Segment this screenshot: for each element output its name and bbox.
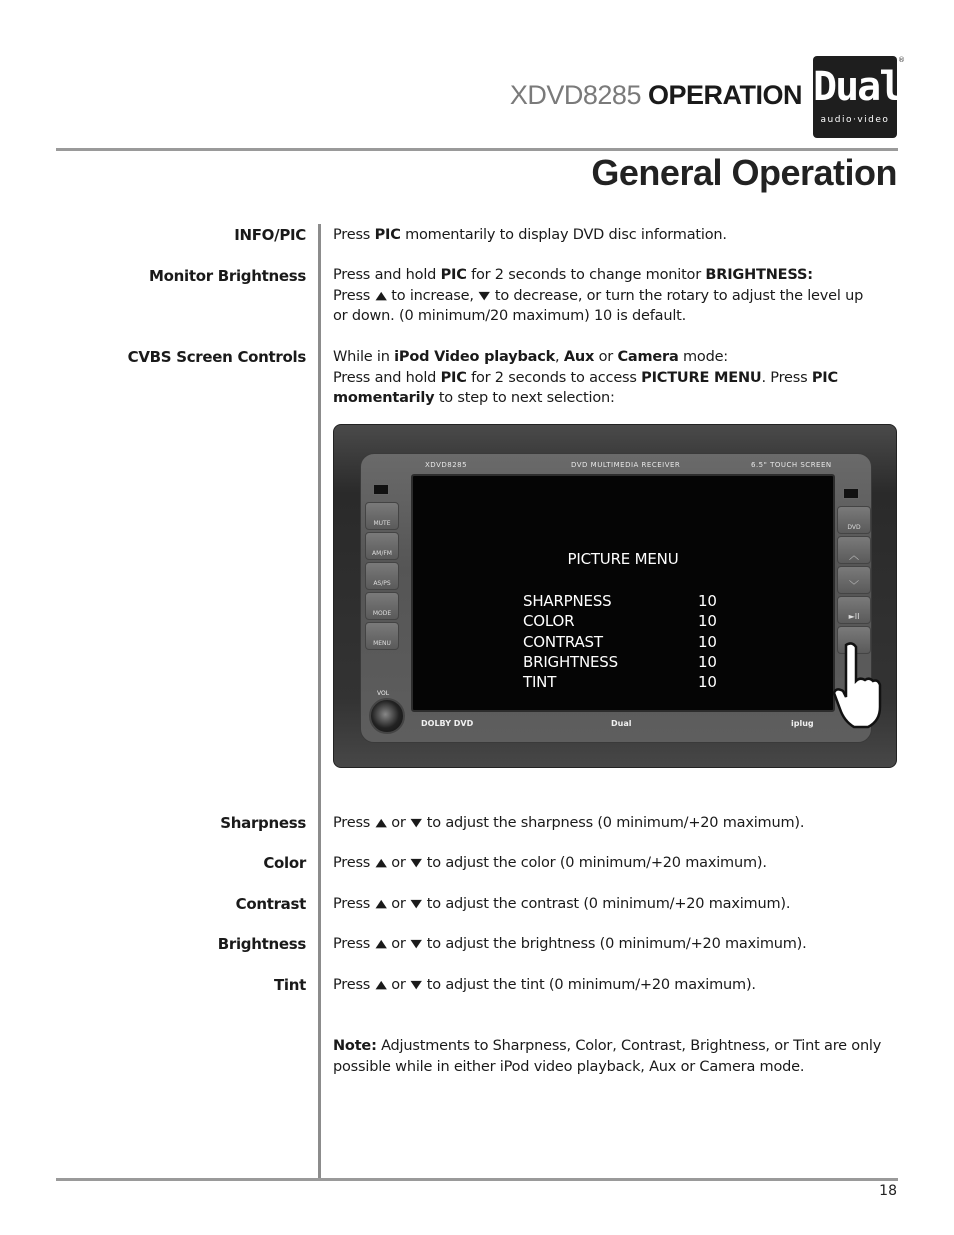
device-center-label: DVD MULTIMEDIA RECEIVER	[571, 461, 681, 469]
down-arrow-icon: ▼	[410, 897, 422, 910]
iplug-logo: iplug	[791, 719, 814, 728]
up-arrow-icon: ▲	[375, 288, 387, 302]
up-arrow-icon: ▲	[375, 978, 387, 991]
menu-row-contrast: CONTRAST 10	[523, 632, 717, 651]
device-screen	[411, 474, 835, 712]
up-arrow-icon: ▲	[375, 897, 387, 910]
contrast-text: Press ▲ or ▼ to adjust the contrast (0 minimum/+20 maximum).	[333, 894, 898, 915]
label-contrast: Contrast	[235, 895, 306, 913]
label-sharpness: Sharpness	[220, 814, 306, 832]
dual-small-logo: Dual	[611, 719, 632, 728]
up-arrow-icon: ▲	[375, 816, 387, 829]
as-ps-button[interactable]: AS/PS	[365, 562, 399, 590]
menu-button[interactable]: MENU	[365, 622, 399, 650]
device-model-label: XDVD8285	[425, 461, 468, 469]
play-pause-icon: ►II	[848, 612, 860, 621]
menu-row-sharpness: SHARPNESS 10	[523, 592, 717, 610]
device-right-label: 6.5" TOUCH SCREEN	[751, 461, 832, 469]
dual-logo	[813, 56, 902, 138]
note-text: Note: Adjustments to Sharpness, Color, Contrast, Brightness, or Tint are only possible while in either iPod video playback, Aux or Camera mode.	[333, 1038, 882, 1075]
label-monitor-brightness: Monitor Brightness	[148, 267, 306, 285]
picture-menu-title: PICTURE MENU	[567, 550, 679, 568]
right-indicator	[843, 488, 859, 499]
dolby-dvd-logo: DOLBY DVD	[421, 719, 474, 728]
color-text: Press ▲ or ▼ to adjust the color (0 minimum/+20 maximum).	[333, 853, 898, 874]
logo-sub-text: audio·video	[820, 115, 890, 125]
device-top-strip	[421, 461, 832, 473]
left-indicator	[373, 484, 389, 495]
device-illustration	[333, 424, 897, 768]
info-pic-text: Press PIC momentarily to display DVD disc information.	[333, 227, 727, 243]
tint-text: Press ▲ or ▼ to adjust the tint (0 minimum/+20 maximum).	[333, 975, 898, 996]
device-faceplate	[360, 453, 872, 743]
logo-main-text: Dual	[813, 64, 902, 110]
up-button[interactable]	[837, 536, 871, 564]
menu-row-tint: TINT 10	[523, 673, 717, 692]
brightness-text: Press ▲ or ▼ to adjust the brightness (0 minimum/+20 maximum).	[333, 934, 898, 955]
pointing-hand-icon	[832, 641, 882, 731]
registered-mark: ®	[898, 56, 905, 64]
chevron-up-icon: ︿	[849, 551, 859, 562]
mute-button[interactable]: MUTE	[365, 502, 399, 530]
am-fm-button[interactable]: AM/FM	[365, 532, 399, 560]
down-arrow-icon: ▼	[410, 937, 422, 950]
up-arrow-icon: ▲	[375, 937, 387, 950]
mode-button[interactable]: MODE	[365, 592, 399, 620]
page-title: General Operation	[591, 152, 897, 193]
play-pause-button[interactable]	[837, 596, 871, 624]
section-name: OPERATION	[647, 80, 802, 110]
picture-menu-list	[523, 592, 733, 693]
chevron-down-icon: ﹀	[849, 581, 859, 592]
label-cvbs-screen-controls: CVBS Screen Controls	[127, 348, 306, 366]
down-arrow-icon: ▼	[478, 288, 490, 302]
sharpness-text: Press ▲ or ▼ to adjust the sharpness (0 minimum/+20 maximum).	[333, 813, 898, 834]
down-arrow-icon: ▼	[410, 978, 422, 991]
cvbs-text: While in iPod Video playback, Aux or Camera mode: Press and hold PIC for 2 seconds to access PICTURE MENU. Press PIC momentarily to step to next selection:	[333, 349, 838, 406]
model-title	[510, 80, 802, 111]
note-label: Note:	[333, 1038, 377, 1054]
label-brightness: Brightness	[217, 935, 306, 953]
label-info-pic: INFO/PIC	[234, 226, 306, 244]
device-bottom-strip	[421, 716, 821, 734]
label-tint: Tint	[273, 976, 306, 994]
monitor-brightness-text: Press and hold PIC for 2 seconds to change monitor BRIGHTNESS: Press ▲ to increase, ▼ to decrease, or turn the rotary to adjust the level up or down. (0 minimum/20 maximum) 10 is default.	[333, 267, 864, 324]
vol-label: VOL	[377, 690, 390, 697]
dvd-button[interactable]: DVD	[837, 506, 871, 534]
menu-row-brightness: BRIGHTNESS 10	[523, 652, 717, 671]
model-name: XDVD8285	[509, 80, 641, 110]
bottom-divider	[56, 1178, 898, 1181]
volume-knob[interactable]	[369, 698, 405, 734]
column-divider	[318, 224, 321, 1180]
menu-row-color: COLOR 10	[523, 612, 717, 631]
label-color: Color	[263, 854, 306, 872]
down-button[interactable]	[837, 566, 871, 594]
up-arrow-icon: ▲	[375, 856, 387, 869]
down-arrow-icon: ▼	[410, 856, 422, 869]
page-number: 18	[879, 1183, 897, 1199]
down-arrow-icon: ▼	[410, 816, 422, 829]
top-divider	[56, 148, 898, 151]
